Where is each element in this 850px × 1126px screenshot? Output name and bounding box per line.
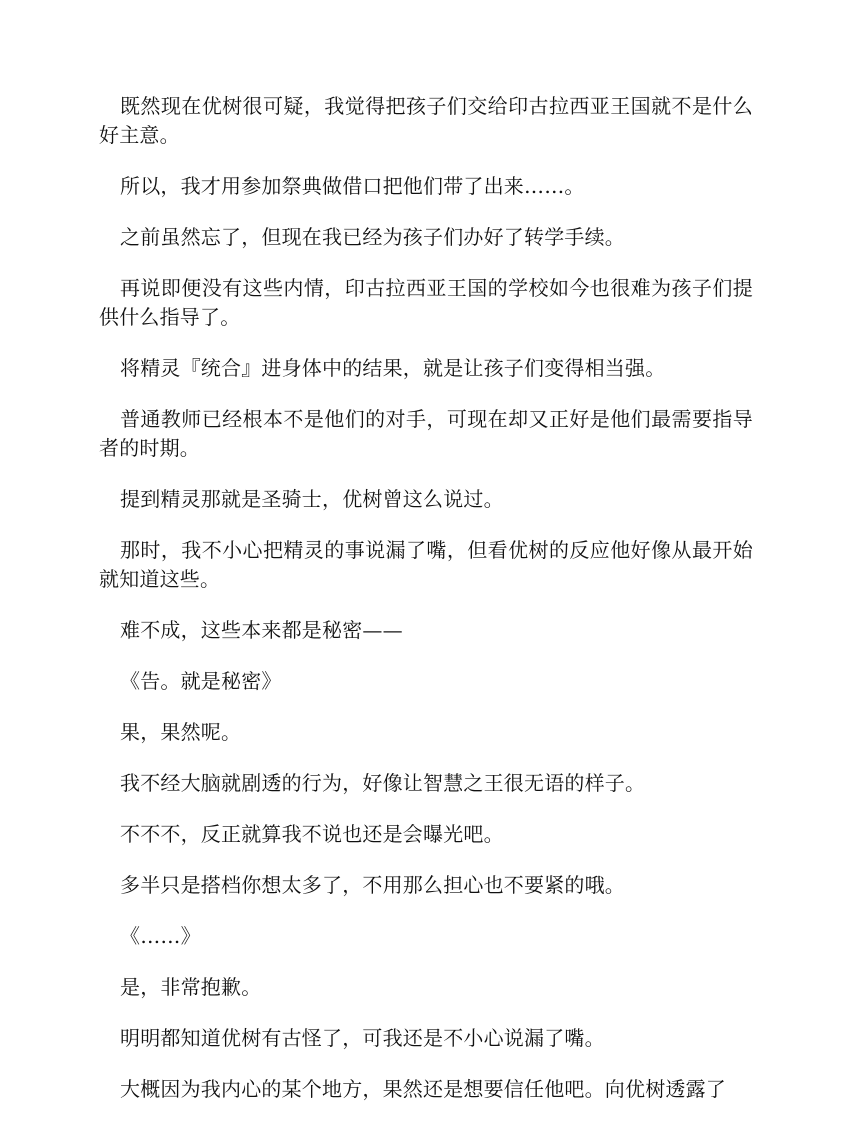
paragraph: 既然现在优树很可疑，我觉得把孩子们交给印古拉西亚王国就不是什么好主意。 xyxy=(99,94,753,147)
paragraph: 难不成，这些本来都是秘密—— xyxy=(120,618,403,642)
paragraph: 之前虽然忘了，但现在我已经为孩子们办好了转学手续。 xyxy=(120,225,625,249)
paragraph: 明明都知道优树有古怪了，可我还是不小心说漏了嘴。 xyxy=(120,1026,605,1050)
paragraph: 所以，我才用参加祭典做借口把他们带了出来……。 xyxy=(120,174,585,198)
paragraph: 果，果然呢。 xyxy=(120,720,242,744)
paragraph: 大概因为我内心的某个地方，果然还是想要信任他吧。向优树透露了 xyxy=(120,1077,726,1101)
paragraph: 不不不，反正就算我不说也还是会曝光吧。 xyxy=(120,822,504,846)
paragraph: 是，非常抱歉。 xyxy=(120,975,262,999)
paragraph: 我不经大脑就剧透的行为，好像让智慧之王很无语的样子。 xyxy=(120,771,646,795)
paragraph: 再说即便没有这些内情，印古拉西亚王国的学校如今也很难为孩子们提供什么指导了。 xyxy=(99,276,753,329)
paragraph: 将精灵『统合』进身体中的结果，就是让孩子们变得相当强。 xyxy=(120,356,666,380)
paragraph: 《……》 xyxy=(120,924,201,948)
paragraph: 普通教师已经根本不是他们的对手，可现在却又正好是他们最需要指导者的时期。 xyxy=(99,407,753,460)
paragraph: 那时，我不小心把精灵的事说漏了嘴，但看优树的反应他好像从最开始就知道这些。 xyxy=(99,538,753,591)
paragraph: 《告。就是秘密》 xyxy=(120,669,282,693)
document-body xyxy=(99,92,753,1126)
paragraph: 提到精灵那就是圣骑士，优树曾这么说过。 xyxy=(120,487,504,511)
paragraph: 多半只是搭档你想太多了，不用那么担心也不要紧的哦。 xyxy=(120,873,625,897)
